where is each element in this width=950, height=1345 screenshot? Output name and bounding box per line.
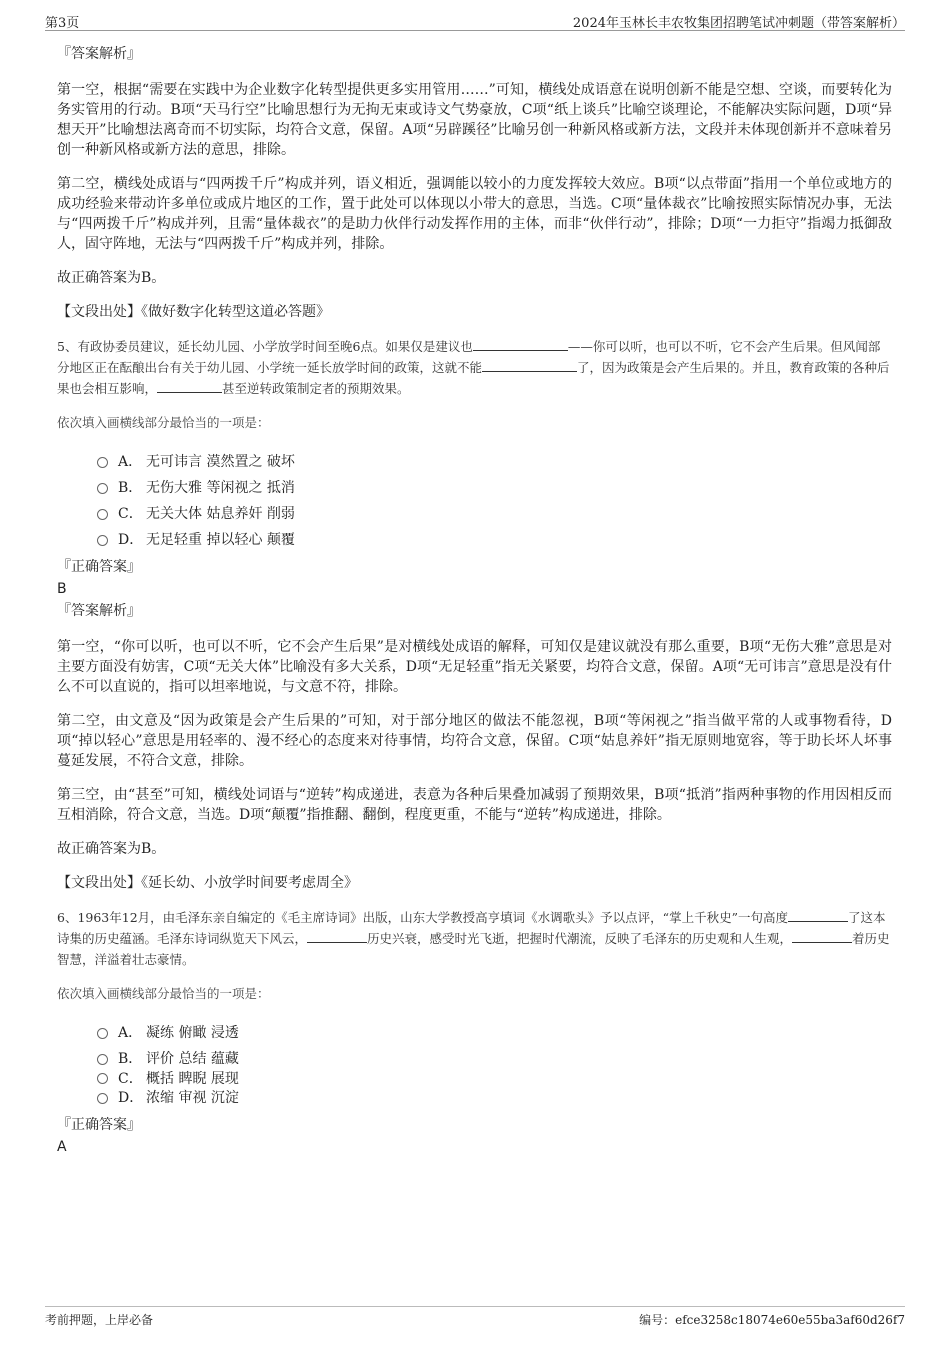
q4-analysis-tag: 『答案解析』 xyxy=(57,46,141,62)
q5-answer: B xyxy=(57,581,67,597)
q4-analysis-p1: 第一空，根据“需要在实践中为企业数字化转型提供更多实用管用……”可知，横线处成语意在说明创新不能是空想、空谈，而要转化为务实管用的行动。B项“天马行空”比喻思想行为无拘无束或诗文气势豪放，C项“纸上谈兵”比喻空谈理论，不能解决实际问题，D项“异想天开”比喻想法离奇而不切实际，均符合文意，保留。A项“另辟蹊径”比喻另创一种新风格或新方法，文段并未体现创新并不意味着另创一种新风格或新方法的意思，排除。 xyxy=(57,82,892,158)
q5-blank-2[interactable] xyxy=(482,359,577,372)
q5-analysis-p1: 第一空，“你可以听，也可以不听，它不会产生后果”是对横线处成语的解释，可知仅是建议就没有那么重要，B项“无伤大雅”意思是对主要方面没有妨害，C项“无关大体”比喻没有多大关系，D项“无足轻重”指无关紧要，均符合文意，保留。A项“无可讳言”意思是没有什么不可以直说的，指可以坦率地说，与文意不符，排除。 xyxy=(57,639,892,695)
q6-blank-1[interactable] xyxy=(788,909,848,922)
page-header xyxy=(45,10,905,31)
q6-prompt: 依次填入画横线部分最恰当的一项是： xyxy=(57,986,270,1001)
radio-icon[interactable] xyxy=(97,509,108,520)
q6-option-a[interactable]: A． 凝练 俯瞰 浸透 xyxy=(97,1020,892,1046)
q6-answer: A xyxy=(57,1139,67,1155)
q6-options xyxy=(97,1020,892,1111)
q5-option-a[interactable]: A． 无可讳言 漠然置之 破坏 xyxy=(97,449,892,475)
radio-icon[interactable] xyxy=(97,1073,108,1084)
q5-blank-1[interactable] xyxy=(473,338,568,351)
q5-analysis-p2: 第二空，由文意及“因为政策是会产生后果的”可知，对于部分地区的做法不能忽视，B项“等闲视之”指当做平常的人或事物看待，D项“掉以轻心”意思是用轻率的、漫不经心的态度来对待事情，均符合文意，保留。C项“姑息养奸”指无原则地宽容，等于助长坏人坏事蔓延发展，不符合文意，排除。 xyxy=(57,713,892,769)
document-id: 编号：efce3258c18074e60e55ba3af60d26f7 xyxy=(639,1313,905,1327)
q5-analysis-p3: 第三空，由“甚至”可知，横线处词语与“逆转”构成递进，表意为各种后果叠加减弱了预期效果，B项“抵消”指两种事物的作用因相反而互相消除，符合文意，当选。D项“颠覆”指推翻、翻倒，程度更重，不能与“逆转”构成递进，排除。 xyxy=(57,787,892,823)
q5-source: 【文段出处】《延长幼、小放学时间要考虑周全》 xyxy=(57,875,358,891)
q5-conclusion: 故正确答案为B。 xyxy=(57,841,166,857)
q5-question: 5、有政协委员建议，延长幼儿园、小学放学时间至晚6点。如果仅是建议也 ——你可以听，也可以不听，它不会产生后果。但风闻部分地区正在酝酿出台有关于幼儿园、小学统一延长放学时间的政策，这就不能 了，因为政策是会产生后果的。并且，教育政策的各种后果也会相互影响， 甚至逆转政策制定者的预期效果。 xyxy=(57,339,890,396)
document-body xyxy=(57,44,892,1159)
radio-icon[interactable] xyxy=(97,483,108,494)
radio-icon[interactable] xyxy=(97,457,108,468)
q4-analysis-p2: 第二空，横线处成语与“四两拨千斤”构成并列，语义相近，强调能以较小的力度发挥较大效应。B项“以点带面”指用一个单位或地方的成功经验来带动许多单位或成片地区的工作，置于此处可以体现以小带大的意思，当选。C项“量体裁衣”比喻按照实际情况办事，无法与“四两拨千斤”构成并列，且需“量体裁衣”的是助力伙伴行动发挥作用的主体，而非“伙伴行动”，排除；D项“一力拒守”指竭力抵御敌人，固守阵地，无法与“四两拨千斤”构成并列，排除。 xyxy=(57,176,892,252)
page-footer xyxy=(45,1306,905,1327)
q6-option-b[interactable]: B． 评价 总结 蕴藏 xyxy=(97,1046,892,1072)
footer-slogan: 考前押题，上岸必备 xyxy=(45,1313,154,1327)
document-title: 2024年玉林长丰农牧集团招聘笔试冲刺题（带答案解析） xyxy=(572,16,905,31)
page-number: 第3页 xyxy=(45,16,80,31)
q5-answer-tag: 『正确答案』 xyxy=(57,559,141,575)
q5-blank-3[interactable] xyxy=(157,380,222,393)
q5-option-d[interactable]: D． 无足轻重 掉以轻心 颠覆 xyxy=(97,527,892,553)
q5-option-c[interactable]: C． 无关大体 姑息养奸 削弱 xyxy=(97,501,892,527)
q5-option-b[interactable]: B． 无伤大雅 等闲视之 抵消 xyxy=(97,475,892,501)
q6-option-d[interactable]: D． 浓缩 审视 沉淀 xyxy=(97,1085,892,1111)
radio-icon[interactable] xyxy=(97,535,108,546)
radio-icon[interactable] xyxy=(97,1054,108,1065)
q6-answer-tag: 『正确答案』 xyxy=(57,1117,141,1133)
q5-options xyxy=(97,449,892,553)
q5-analysis-tag: 『答案解析』 xyxy=(57,603,141,619)
q6-question: 6、1963年12月，由毛泽东亲自编定的《毛主席诗词》出版，山东大学教授高亨填词《水调歌头》予以点评，“掌上千秋史”一句高度 了这本诗集的历史蕴涵。毛泽东诗词纵览天下风云， 历史兴衰，感受时光飞逝，把握时代潮流，反映了毛泽东的历史观和人生观， 着历史智慧，洋溢着壮志豪情。 xyxy=(57,910,890,967)
q5-prompt: 依次填入画横线部分最恰当的一项是： xyxy=(57,415,270,430)
q6-blank-2[interactable] xyxy=(307,930,367,943)
q6-option-c[interactable]: C． 概括 睥睨 展现 xyxy=(97,1072,892,1085)
q4-conclusion: 故正确答案为B。 xyxy=(57,270,166,286)
q6-blank-3[interactable] xyxy=(792,930,852,943)
radio-icon[interactable] xyxy=(97,1093,108,1104)
q4-source: 【文段出处】《做好数字化转型这道必答题》 xyxy=(57,304,330,320)
radio-icon[interactable] xyxy=(97,1028,108,1039)
